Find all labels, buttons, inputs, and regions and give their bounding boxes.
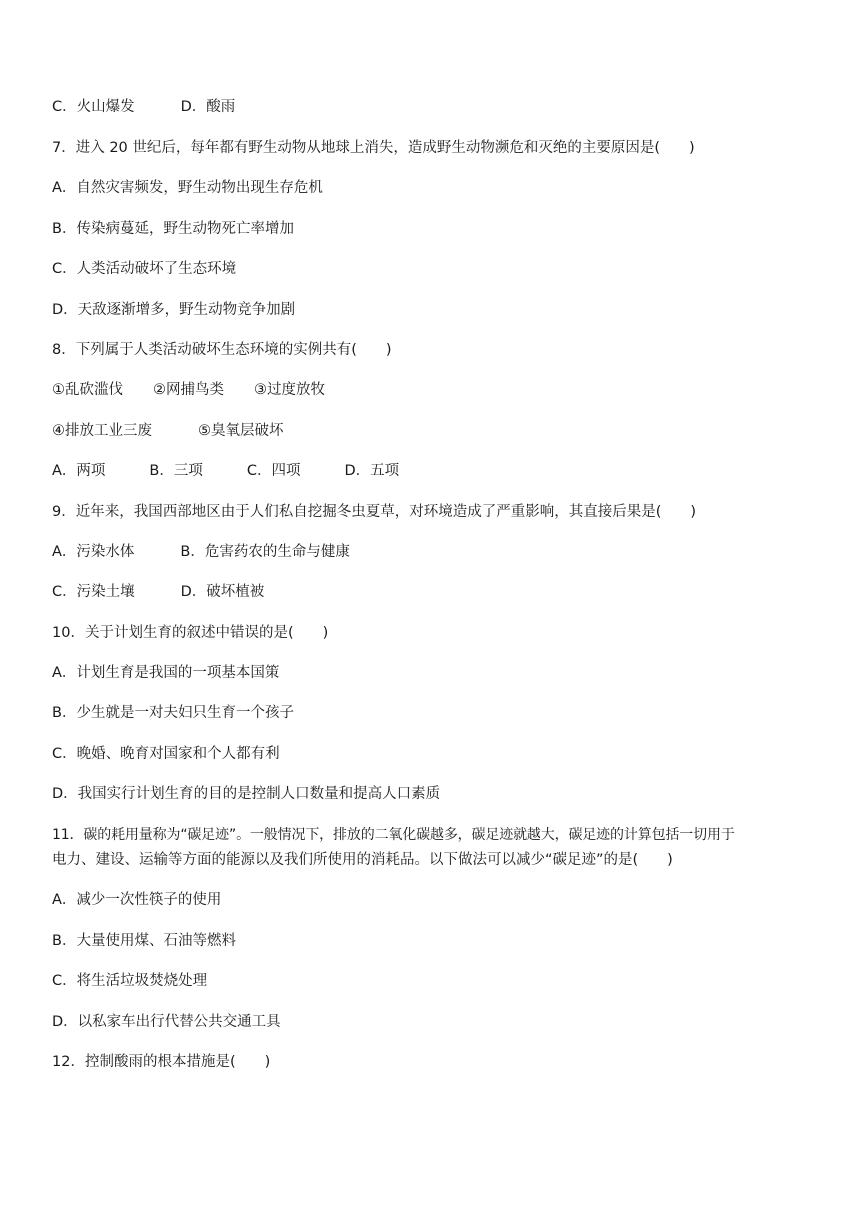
option-a: A．两项 bbox=[52, 463, 106, 479]
q6-options-cd bbox=[52, 97, 235, 117]
q11-stem-line1: 11．碳的耗用量称为“碳足迹”。一般情况下，排放的二氧化碳越多，碳足迹就越大，碳足迹的计算包括一切用于 bbox=[52, 827, 735, 843]
option-d: D．酸雨 bbox=[180, 99, 236, 115]
q12-stem: 12．控制酸雨的根本措施是( ) bbox=[52, 1054, 271, 1070]
q7-option-c: C．人类活动破坏了生态环境 bbox=[52, 261, 237, 277]
q8-item: ⑤臭氧层破坏 bbox=[198, 423, 284, 439]
q8-stem: 8．下列属于人类活动破坏生态环境的实例共有( ) bbox=[52, 342, 392, 358]
q11-stem-line2: 电力、建设、运输等方面的能源以及我们所使用的消耗品。以下做法可以减少“碳足迹”的是( ) bbox=[52, 852, 673, 868]
q10-stem: 10．关于计划生育的叙述中错误的是( ) bbox=[52, 625, 329, 641]
q11-option-b: B．大量使用煤、石油等燃料 bbox=[52, 933, 236, 949]
q11-option-c: C．将生活垃圾焚烧处理 bbox=[52, 973, 208, 989]
q10-option-b: B．少生就是一对夫妇只生育一个孩子 bbox=[52, 705, 294, 721]
option-b: B．三项 bbox=[149, 463, 203, 479]
q9-options-cd bbox=[52, 582, 264, 602]
q8-item: ②网捕鸟类 bbox=[153, 382, 224, 398]
q8-items-row1 bbox=[52, 380, 325, 400]
option-d: D．五项 bbox=[344, 463, 400, 479]
q10-option-d: D．我国实行计划生育的目的是控制人口数量和提高人口素质 bbox=[52, 786, 441, 802]
q9-options-ab bbox=[52, 542, 350, 562]
option-c: C．污染土壤 bbox=[52, 584, 135, 600]
option-d: D．破坏植被 bbox=[180, 584, 265, 600]
q10-option-c: C．晚婚、晚育对国家和个人都有利 bbox=[52, 746, 280, 762]
q7-option-b: B．传染病蔓延，野生动物死亡率增加 bbox=[52, 221, 294, 237]
option-c: C．四项 bbox=[246, 463, 301, 479]
q9-stem: 9．近年来，我国西部地区由于人们私自挖掘冬虫夏草，对环境造成了严重影响，其直接后果是( ) bbox=[52, 504, 697, 520]
q10-option-a: A．计划生育是我国的一项基本国策 bbox=[52, 665, 280, 681]
q8-items-row2 bbox=[52, 421, 284, 441]
q8-item: ①乱砍滥伐 bbox=[52, 382, 123, 398]
option-b: B．危害药农的生命与健康 bbox=[180, 544, 350, 560]
q8-options bbox=[52, 461, 399, 481]
option-c: C．火山爆发 bbox=[52, 99, 135, 115]
q7-stem: 7．进入 20 世纪后，每年都有野生动物从地球上消失，造成野生动物濒危和灭绝的主要原因是( ) bbox=[52, 140, 695, 156]
q11-option-a: A．减少一次性筷子的使用 bbox=[52, 892, 222, 908]
q7-option-a: A．自然灾害频发，野生动物出现生存危机 bbox=[52, 180, 323, 196]
q8-item: ③过度放牧 bbox=[254, 382, 325, 398]
option-a: A．污染水体 bbox=[52, 544, 135, 560]
q11-option-d: D．以私家车出行代替公共交通工具 bbox=[52, 1014, 281, 1030]
q7-option-d: D．天敌逐渐增多，野生动物竞争加剧 bbox=[52, 302, 296, 318]
q8-item: ④排放工业三废 bbox=[52, 423, 152, 439]
